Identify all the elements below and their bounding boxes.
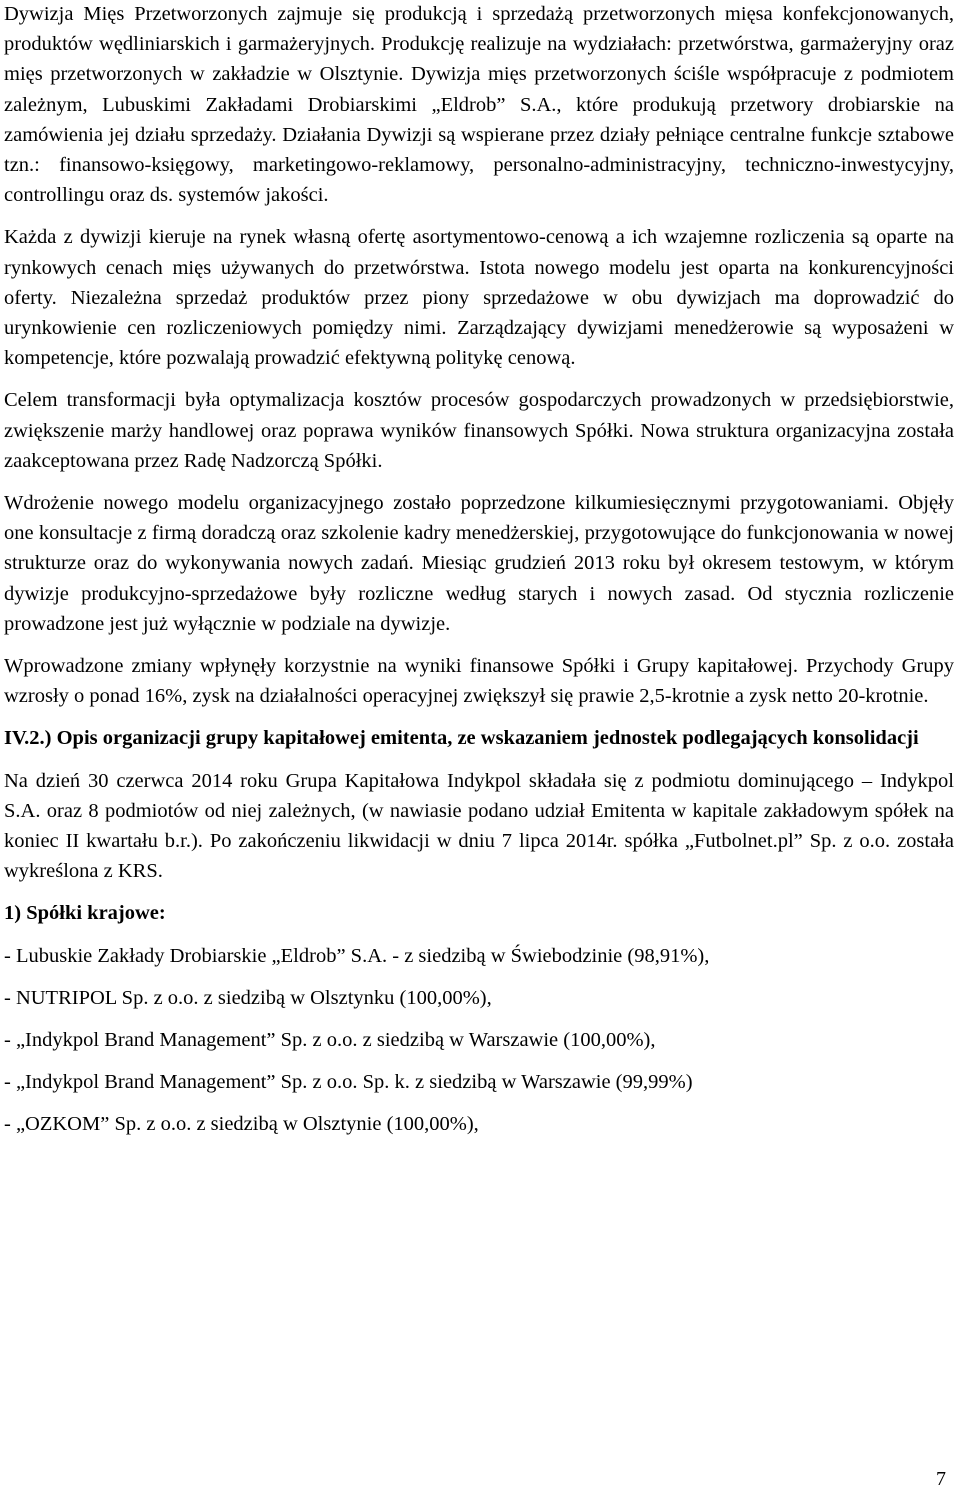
paragraph-wyniki: Wprowadzone zmiany wpłynęły korzystnie na wyniki finansowe Spółki i Grupy kapitałowej. Przychody Grupy wzrosły o ponad 16%, zysk na działalności operacyjnej zwiększył się prawie 2,5-krotnie a zysk netto 20-krotnie. [4, 655, 954, 708]
list-item: - „Indykpol Brand Management” Sp. z o.o. Sp. k. z siedzibą w Warszawie (99,99%) [4, 1070, 693, 1093]
paragraph-transformacja: Celem transformacji była optymalizacja kosztów procesów gospodarczych prowadzonych w przedsiębiorstwie, zwiększenie marży handlowej oraz poprawa wyników finansowych Spółki. Nowa struktura organizacyjna została zaakceptowana przez Radę Nadzorczą Spółki. [4, 389, 954, 472]
document-page [4, 0, 954, 1139]
section-paragraph: Na dzień 30 czerwca 2014 roku Grupa Kapitałowa Indykpol składała się z podmiotu dominującego – Indykpol S.A. oraz 8 podmiotów od niej zależnych, (w nawiasie podano udział Emitenta w kapitale zakładowym spółek na koniec II kwartału b.r.). Po zakończeniu likwidacji w dniu 7 lipca 2014r. spółka „Futbolnet.pl” Sp. z o.o. została wykreślona z KRS. [4, 769, 954, 883]
subheading-spolki-krajowe: 1) Spółki krajowe: [4, 902, 166, 925]
list-item: - Lubuskie Zakłady Drobiarskie „Eldrob” S.A. - z siedzibą w Świebodzinie (98,91%), [4, 944, 710, 967]
company-list [4, 941, 954, 1139]
paragraph-wdrozenie: Wdrożenie nowego modelu organizacyjnego zostało poprzedzone kilkumiesięcznymi przygotowaniami. Objęły one konsultacje z firmą doradczą oraz szkolenie kadry menedżerskiej, przygotowujące do funkcjonowania w nowej strukturze oraz do wykonywania nowych zadań. Miesiąc grudzień 2013 roku był okresem testowym, w którym dywizje produkcyjno-sprzedażowe były rozliczne według starych i nowych zasad. Od stycznia rozliczenie prowadzone jest już wyłącznie w podziale na dywizje. [4, 492, 954, 635]
paragraph-dywizja-mies: Dywizja Mięs Przetworzonych zajmuje się produkcją i sprzedażą przetworzonych mięsa konfekcjonowanych, produktów wędliniarskich i garmażeryjnych. Produkcję realizuje na wydziałach: przetwórstwa, garmażeryjny oraz mięs przetworzonych w zakładzie w Olsztynie. Dywizja mięs przetworzonych ściśle współpracuje z podmiotem zależnym, Lubuskimi Zakładami Drobiarskimi „Eldrob” S.A., które produkują przetwory drobiarskie na zamówienia jej działu sprzedaży. Działania Dywizji są wspierane przez działy pełniące centralne funkcje sztabowe tzn.: finansowo-księgowy, marketingowo-reklamowy, personalno-administracyjny, techniczno-inwestycyjny, controllingu oraz ds. systemów jakości. [4, 3, 954, 207]
list-item: - „OZKOM” Sp. z o.o. z siedzibą w Olsztynie (100,00%), [4, 1112, 479, 1135]
paragraph-oferta: Każda z dywizji kieruje na rynek własną ofertę asortymentowo-cenową a ich wzajemne rozliczenia są oparte na rynkowych cenach mięs używanych do przetwórstwa. Istota nowego modelu jest oparta na konkurencyjności oferty. Niezależna sprzedaż produktów przez piony sprzedażowe w obu dywizjach ma doprowadzić do urynkowienie cen rozliczeniowych pomiędzy nimi. Zarządzający dywizjami menedżerowie są wyposażeni w kompetencje, które pozwalają prowadzić efektywną politykę cenową. [4, 226, 954, 370]
list-item: - „Indykpol Brand Management” Sp. z o.o. z siedzibą w Warszawie (100,00%), [4, 1028, 656, 1051]
list-item: - NUTRIPOL Sp. z o.o. z siedzibą w Olsztynku (100,00%), [4, 986, 492, 1009]
page-number: 7 [936, 1468, 946, 1490]
section-heading: IV.2.) Opis organizacji grupy kapitałowej emitenta, ze wskazaniem jednostek podlegających konsolidacji [4, 727, 919, 750]
